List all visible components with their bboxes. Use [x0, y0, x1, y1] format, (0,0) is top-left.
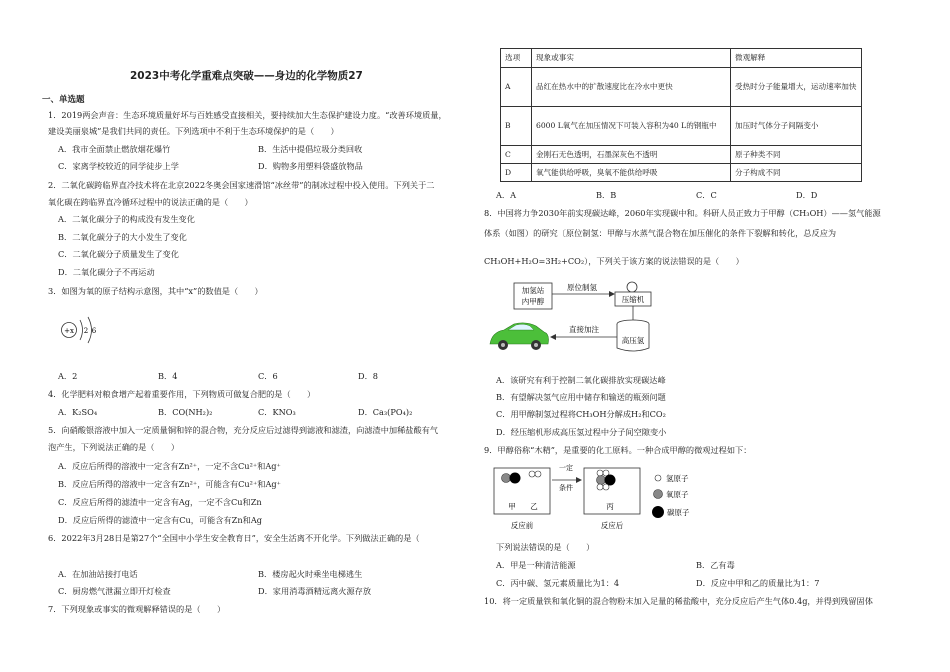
- question-stem: 5．向硝酸银溶液中加入一定质量铜和锌的混合物，充分反应后过滤得到滤液和滤渣，向滤渣中加稀盐酸有气: [48, 425, 439, 435]
- option-d: D．购物多用塑料袋盛放物品: [258, 161, 363, 171]
- table-cell: 加压时气体分子间隔变小: [731, 107, 862, 146]
- carbon-legend-icon: [652, 506, 664, 518]
- option-c: C．厨房燃气泄漏立即开灯检查: [58, 586, 171, 596]
- table-cell: 受热时分子能量增大，运动速率加快: [731, 68, 862, 107]
- compressor-label: 压缩机: [621, 295, 645, 304]
- oxygen-legend-icon: [654, 490, 663, 499]
- option-a: A．甲是一种清洁能源: [496, 560, 576, 570]
- option-c: C．二氧化碳分子质量发生了变化: [58, 249, 179, 259]
- option-a: A．反应后所得的溶液中一定含有Zn²⁺，一定不含Cu²⁺和Ag⁺: [58, 461, 281, 471]
- legend-carbon: 碳原子: [667, 508, 690, 517]
- question-stem: 6．2022年3月28日是第27个“全国中小学生安全教育日”，安全生活离不开化学。下列做法正确的是（: [48, 533, 420, 543]
- hydrogen-atom-icon: [529, 471, 535, 477]
- table-cell: A: [501, 68, 532, 107]
- option-b: B．有望解决氢气应用中储存和输送的瓶颈问题: [496, 392, 666, 402]
- option-d: D．家用消毒酒精远离火源存放: [258, 586, 372, 596]
- label-yi: 乙: [530, 502, 538, 511]
- table-row: [501, 164, 862, 182]
- after-label: 反应后: [600, 521, 624, 530]
- table-cell: 原子种类不同: [731, 146, 862, 164]
- oxygen-atom-icon: [502, 474, 511, 483]
- label-jia: 甲: [508, 502, 516, 511]
- condition-label-1: 一定: [559, 464, 573, 472]
- explanation-table: [500, 48, 862, 182]
- option-a: A．2: [58, 371, 78, 381]
- option-c: C．家离学校较近的同学徒步上学: [58, 161, 179, 171]
- option-b: B．楼房起火时乘坐电梯逃生: [258, 569, 363, 579]
- option-c: C．丙中碳、氢元素质量比为1：4: [496, 578, 620, 588]
- question-stem: 建设美丽泉城”是我们共同的责任。下列选项中不利于生态环境保护的是（ ）: [48, 126, 339, 136]
- option-a: A．二氧化碳分子的构成没有发生变化: [58, 214, 195, 224]
- option-d: D．经压缩机形成高压氢过程中分子间空隙变小: [496, 427, 667, 437]
- question-stem: 4．化学肥料对粮食增产起着重要作用，下列物质可做复合肥的是（ ）: [48, 389, 316, 399]
- option-b: B．反应后所得的溶液中一定含有Zn²⁺，可能含有Cu²⁺和Ag⁺: [58, 479, 281, 489]
- option-a: A．该研究有利于控制二氧化碳排放实现碳达峰: [496, 375, 666, 385]
- option-d: D．反应后所得的滤渣中一定含有Cu，可能含有Zn和Ag: [58, 515, 262, 525]
- compressor-gauge-icon: [627, 282, 637, 292]
- table-header-row: [501, 49, 862, 68]
- condition-label-2: 条件: [559, 484, 573, 492]
- question-stem: CH₃OH+H₂O=3H₂+CO₂），下列关于该方案的说法错误的是（ ）: [484, 256, 744, 266]
- option-a: A．K₂SO₄: [58, 407, 98, 417]
- option-d: D．8: [358, 371, 378, 381]
- hydrogen-atom-icon: [603, 484, 609, 490]
- table-row: [501, 68, 862, 107]
- option-d: D．D: [796, 190, 818, 200]
- option-c: C．6: [258, 371, 278, 381]
- reaction-diagram: [492, 460, 702, 532]
- option-d: D．Ca₃(PO₄)₂: [358, 407, 413, 417]
- legend-oxygen: 氧原子: [666, 490, 689, 499]
- in-situ-hydrogen-label: 原位制氢: [567, 283, 597, 292]
- table-row: [501, 107, 862, 146]
- option-d: D．反应中甲和乙的质量比为1：7: [696, 578, 820, 588]
- question-7-stem: 7．下列现象或事实的微观解释错误的是（ ）: [48, 604, 226, 614]
- question-stem: 8．中国将力争2030年前实现碳达峰，2060年实现碳中和。科研人员正致力于甲醇（CH₃OH）——氢气能源: [484, 208, 881, 218]
- table-cell: B: [501, 107, 532, 146]
- table-cell: 6000 L氧气在加压情况下可装入容积为40 L的钢瓶中: [532, 107, 731, 146]
- legend-hydrogen: 氢原子: [666, 474, 689, 483]
- carbon-atom-icon: [510, 473, 521, 484]
- question-substem: 下列说法错误的是（ ）: [496, 542, 595, 552]
- option-d: D．二氧化碳分子不再运动: [58, 267, 155, 277]
- hydrogen-atom-icon: [535, 471, 541, 477]
- hydrogen-atom-icon: [597, 470, 603, 476]
- option-b: B．生活中提倡垃圾分类回收: [258, 144, 363, 154]
- table-row: [501, 146, 862, 164]
- question-stem: 体系（如图）的研究〔原位制氢：甲醇与水蒸气混合物在加压催化的条件下裂解和转化，总反应为: [484, 228, 837, 238]
- hydrogen-atom-icon: [597, 484, 603, 490]
- table-header: 选项: [501, 49, 532, 68]
- question-stem: 氧化碳在跨临界直冷循环过程中的说法正确的是（ ）: [48, 197, 253, 207]
- option-b: B．乙有毒: [696, 560, 735, 570]
- tank-label: 高压氢: [621, 336, 645, 345]
- table-cell: 金刚石无色透明，石墨深灰色不透明: [532, 146, 731, 164]
- shell-2-count: 6: [91, 327, 97, 335]
- option-b: B．B: [596, 190, 617, 200]
- table-cell: 品红在热水中的扩散速度比在冷水中更快: [532, 68, 731, 107]
- question-stem: 3．如图为氧的原子结构示意图，其中“x”的数值是（ ）: [48, 286, 263, 296]
- option-c: C．KNO₃: [258, 407, 296, 417]
- methanol-station-label-2: 内甲醇: [521, 297, 545, 306]
- section-heading: 一、单选题: [42, 95, 85, 105]
- table-cell: D: [501, 164, 532, 182]
- table-header: 现象或事实: [532, 49, 731, 68]
- table-cell: 氧气能供给呼吸，臭氧不能供给呼吸: [532, 164, 731, 182]
- table-header: 微观解释: [731, 49, 862, 68]
- option-a: A．我市全面禁止燃放烟花爆竹: [58, 144, 171, 154]
- question-stem: 2．二氧化碳跨临界直冷技术将在北京2022冬奥会国家速滑馆“冰丝带”的制冰过程中投入使用。下列关于二: [48, 180, 435, 190]
- car-icon: [490, 323, 549, 350]
- question-stem: 1．2019两会声音：生态环境质量好坏与百姓感受直接相关，要持续加大生态保护建设力度。“改善环境质量，: [48, 110, 447, 120]
- direct-fill-label: 直接加注: [569, 325, 599, 334]
- question-stem: 泡产生，下列说法正确的是（ ）: [48, 442, 180, 452]
- option-b: B．4: [158, 371, 178, 381]
- methanol-station-label-1: 加氢站: [521, 286, 545, 295]
- hydrogen-system-diagram: [486, 280, 666, 358]
- atom-structure-diagram: [58, 314, 108, 346]
- label-bing: 丙: [606, 502, 614, 511]
- option-a: A．在加油站接打电话: [58, 569, 138, 579]
- option-c: C．C: [696, 190, 717, 200]
- question-10-stem: 10．将一定质量铁和氧化铜的混合物粉末加入足量的稀盐酸中，充分反应后产生气体0.4g，并得到残留固体: [484, 596, 873, 606]
- shell-1-count: 2: [83, 327, 89, 335]
- option-a: A．A: [496, 190, 517, 200]
- before-label: 反应前: [510, 521, 534, 530]
- option-c: C．用甲醇制氢过程将CH₃OH分解成H₂和CO₂: [496, 409, 666, 419]
- question-stem: 9．甲醇俗称“木精”，是重要的化工原料。一种合成甲醇的微观过程如下：: [484, 445, 752, 455]
- page-title: 2023中考化学重难点突破——身边的化学物质27: [130, 70, 363, 82]
- nucleus-label: +x: [64, 327, 74, 335]
- option-b: B．二氧化碳分子的大小发生了变化: [58, 232, 187, 242]
- oxygen-atom-icon: [597, 476, 606, 485]
- option-c: C．反应后所得的滤渣中一定含有Ag，一定不含Cu和Zn: [58, 497, 262, 507]
- table-cell: 分子构成不同: [731, 164, 862, 182]
- option-b: B．CO(NH₂)₂: [158, 407, 213, 417]
- table-cell: C: [501, 146, 532, 164]
- hydrogen-legend-icon: [655, 475, 661, 481]
